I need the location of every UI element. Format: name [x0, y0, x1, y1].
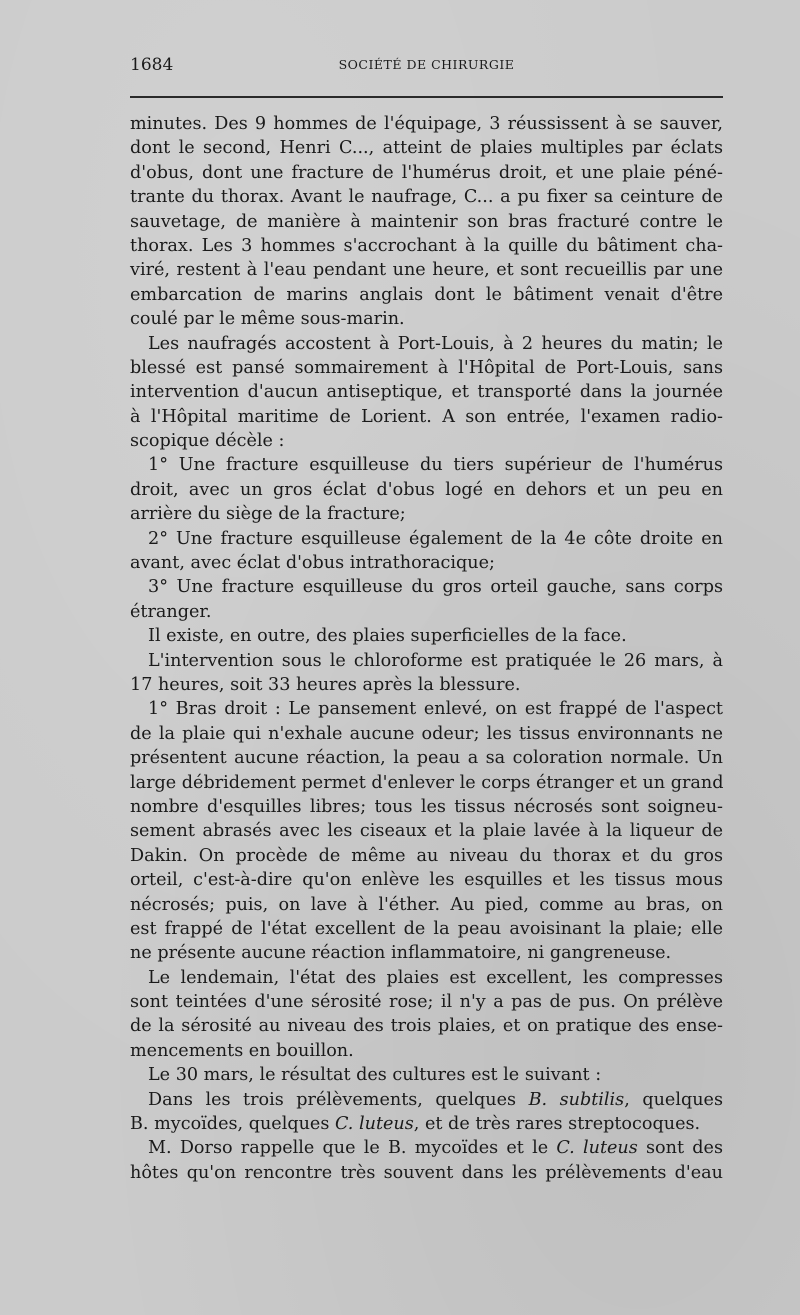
text-segment: , quelques: [624, 1089, 723, 1110]
italic-species-name: B. subtilis: [528, 1089, 625, 1110]
body-text: [130, 112, 723, 1185]
text-line: intervention d'aucun antiseptique, et transporté dans la journée: [130, 382, 723, 403]
text-line: 1° Une fracture esquilleuse du tiers supérieur de l'humérus: [148, 455, 723, 476]
text-segment: Dans les trois prélèvements, quelques: [148, 1089, 529, 1110]
running-title: SOCIÉTÉ DE CHIRURGIE: [338, 57, 515, 72]
text-line: étranger.: [130, 601, 212, 622]
text-line: 2° Une fracture esquilleuse également de la 4e côte droite en: [148, 528, 723, 549]
text-line: Le 30 mars, le résultat des cultures est le suivant :: [148, 1065, 602, 1086]
text-line: Il existe, en outre, des plaies superficielles de la face.: [148, 626, 627, 647]
italic-species-name: C. luteus: [334, 1114, 414, 1135]
text-line: embarcation de marins anglais dont le bâtiment venait d'être: [130, 284, 723, 305]
text-line: blessé est pansé sommairement à l'Hôpital de Port-Louis, sans: [130, 357, 723, 378]
text-line: large débridement permet d'enlever le corps étranger et un grand: [130, 772, 724, 793]
text-line: sont teintées d'une sérosité rose; il n'y a pas de pus. On prélève: [130, 992, 723, 1013]
text-line: thorax. Les 3 hommes s'accrochant à la quille du bâtiment cha-: [130, 235, 723, 256]
text-segment: B. mycoïdes, quelques: [130, 1114, 335, 1135]
text-line: de la sérosité au niveau des trois plaies, et on pratique des ense-: [130, 1016, 723, 1037]
text-line: viré, restent à l'eau pendant une heure, et sont recueillis par une: [130, 260, 723, 281]
text-line: [130, 1088, 723, 1112]
text-line: sement abrasés avec les ciseaux et la plaie lavée à la liqueur de: [130, 821, 723, 842]
text-line: droit, avec un gros éclat d'obus logé en dehors et un peu en: [130, 479, 723, 500]
text-line: sauvetage, de manière à maintenir son bras fracturé contre le: [130, 211, 723, 232]
text-line: présentent aucune réaction, la peau a sa coloration normale. Un: [130, 748, 723, 769]
text-line: Les naufragés accostent à Port-Louis, à 2 heures du matin; le: [148, 333, 723, 354]
text-line: ne présente aucune réaction inflammatoire, ni gangreneuse.: [130, 943, 672, 964]
text-line: nécrosés; puis, on lave à l'éther. Au pied, comme au bras, on: [130, 894, 723, 915]
text-line: arrière du siège de la fracture;: [130, 504, 406, 525]
text-line: orteil, c'est-à-dire qu'on enlève les esquilles et les tissus mous: [130, 870, 723, 891]
text-line: [130, 1112, 723, 1136]
text-line: 1° Bras droit : Le pansement enlevé, on est frappé de l'aspect: [148, 699, 723, 720]
italic-species-name: C. luteus: [556, 1138, 638, 1159]
page-number: 1684: [130, 55, 174, 75]
text-line: mencements en bouillon.: [130, 1040, 354, 1061]
text-line: L'intervention sous le chloroforme est pratiquée le 26 mars, à: [148, 650, 723, 671]
text-line: hôtes qu'on rencontre très souvent dans les prélèvements d'eau: [130, 1162, 723, 1183]
text-line: avant, avec éclat d'obus intrathoracique;: [130, 553, 495, 574]
text-line: à l'Hôpital maritime de Lorient. A son entrée, l'examen radio-: [130, 406, 723, 427]
text-line: nombre d'esquilles libres; tous les tissus nécrosés sont soigneu-: [130, 796, 723, 817]
text-line: trante du thorax. Avant le naufrage, C... a pu fixer sa ceinture de: [130, 187, 723, 208]
text-line: dont le second, Henri C..., atteint de plaies multiples par éclats: [130, 138, 723, 159]
text-line: Dakin. On procède de même au niveau du thorax et du gros: [130, 845, 723, 866]
text-line: coulé par le même sous-marin.: [130, 309, 405, 330]
text-line: minutes. Des 9 hommes de l'équipage, 3 réussissent à se sauver,: [130, 114, 723, 134]
header-rule: [130, 96, 723, 98]
text-line: [130, 1136, 723, 1160]
text-line: de la plaie qui n'exhale aucune odeur; les tissus environnants ne: [130, 723, 723, 744]
text-segment: , et de très rares streptocoques.: [413, 1114, 701, 1135]
text-line: est frappé de l'état excellent de la peau avoisinant la plaie; elle: [130, 918, 723, 939]
text-line: 17 heures, soit 33 heures après la blessure.: [130, 674, 521, 695]
text-segment: sont des: [637, 1138, 723, 1159]
text-segment: M. Dorso rappelle que le B. mycoïdes et le: [148, 1138, 557, 1159]
text-line: Le lendemain, l'état des plaies est excellent, les compresses: [148, 967, 723, 988]
text-line: 3° Une fracture esquilleuse du gros orteil gauche, sans corps: [148, 577, 723, 598]
page-header: [130, 55, 723, 79]
text-line: scopique décèle :: [130, 431, 285, 452]
text-line: d'obus, dont une fracture de l'humérus droit, et une plaie péné-: [130, 162, 723, 183]
